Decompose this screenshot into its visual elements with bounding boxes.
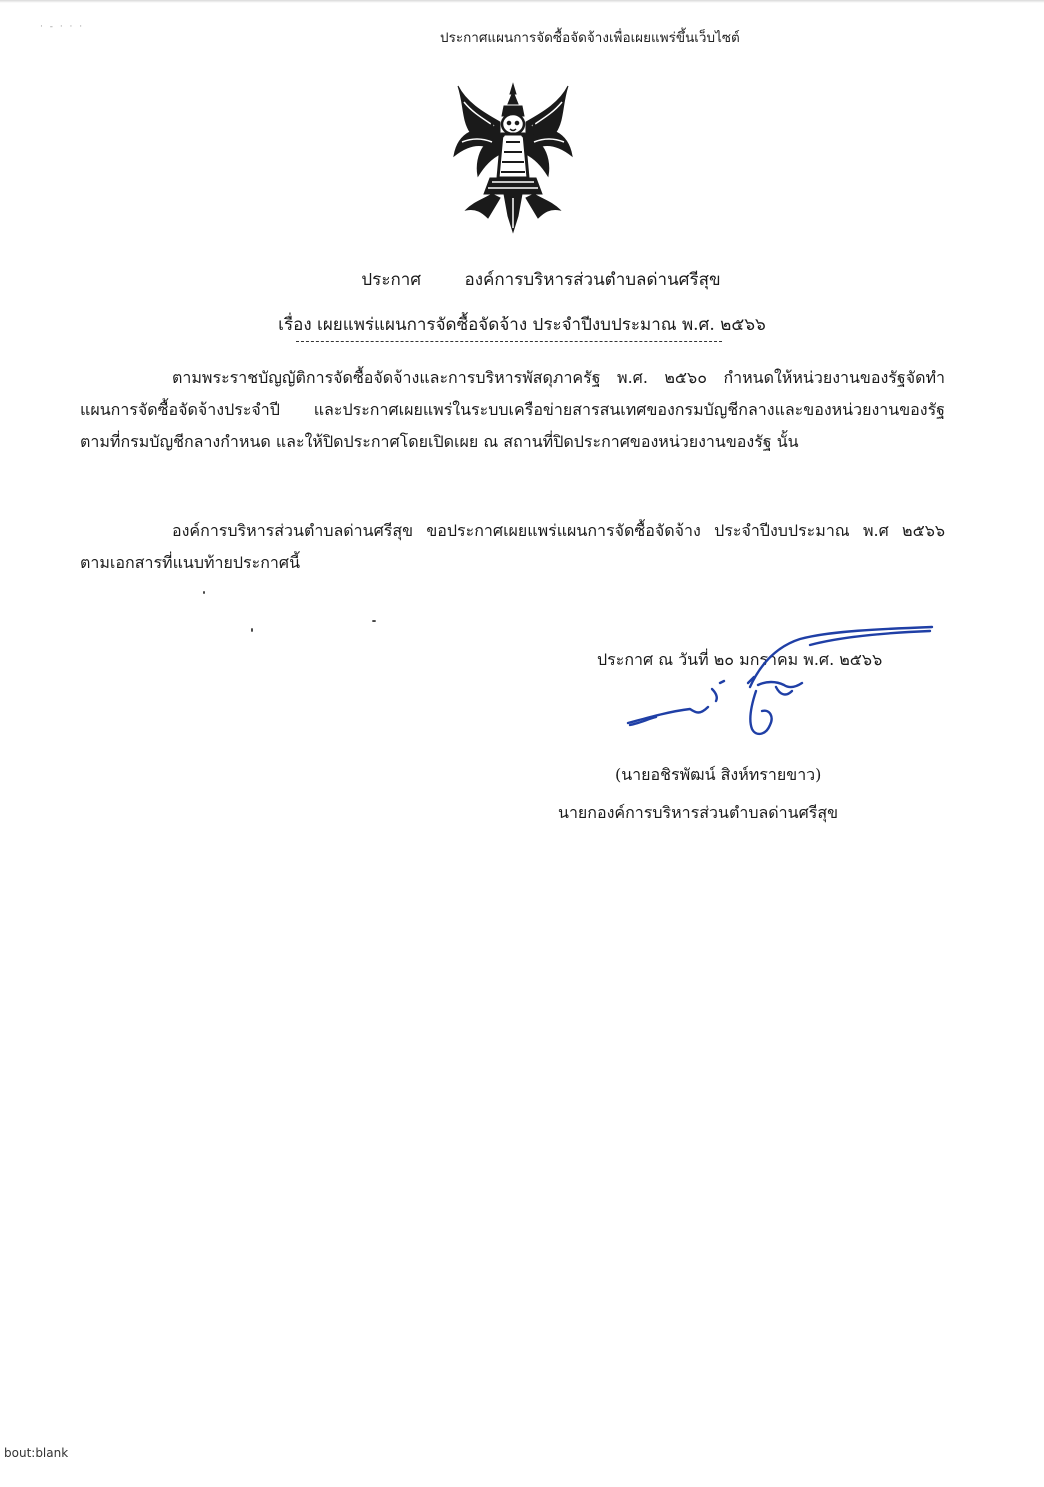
title-prefix: ประกาศ [361, 270, 422, 290]
footer-url: bout:blank [4, 1446, 69, 1460]
title-divider [296, 341, 722, 342]
body-paragraph-2 [80, 515, 945, 579]
handwritten-signature-icon [600, 625, 940, 750]
announcement-date: ประกาศ ณ วันที่ ๒๐ มกราคม พ.ศ. ๒๕๖๖ [597, 650, 883, 669]
scan-speck [251, 628, 253, 632]
header-note: ประกาศแผนการจัดซื้อจัดจ้างเพื่อเผยแพร่ขึ้นเว็บไซต์ [440, 30, 740, 46]
announcement-subject: เรื่อง เผยแพร่แผนการจัดซื้อจัดจ้าง ประจำปีงบประมาณ พ.ศ. ๒๕๖๖ [278, 315, 766, 335]
paragraph-1-text: ตามพระราชบัญญัติการจัดซื้อจัดจ้างและการบริหารพัสดุภาครัฐ พ.ศ. ๒๕๖๐ กำหนดให้หน่วยงานของรัฐจัดทำแผนการจัดซื้อจัดจ้างประจำปี และประกาศเผยแพร่ในระบบเครือข่ายสารสนเทศของกรมบัญชีกลางและของหน่วยงานของรัฐตามที่กรมบัญชีกลางกำหนด และให้ปิดประกาศโดยเปิดเผย ณ สถานที่ปิดประกาศของหน่วยงานของรัฐ นั้น [80, 368, 945, 451]
scan-marks: · - · · · [40, 22, 85, 32]
paragraph-2-text: องค์การบริหารส่วนตำบลด่านศรีสุข ขอประกาศเผยแพร่แผนการจัดซื้อจัดจ้าง ประจำปีงบประมาณ พ.ศ ๒๕๖๖ ตามเอกสารที่แนบท้ายประกาศนี้ [80, 521, 945, 572]
announcement-title [0, 266, 1044, 293]
scan-speck [372, 620, 376, 622]
title-organization: องค์การบริหารส่วนตำบลด่านศรีสุข [464, 270, 721, 290]
scan-speck [203, 591, 205, 594]
signer-position: นายกองค์การบริหารส่วนตำบลด่านศรีสุข [558, 803, 839, 822]
scan-top-edge [0, 0, 1044, 3]
garuda-emblem-icon [452, 82, 574, 234]
signer-name: (นายอชิรพัฒน์ สิงห์ทรายขาว) [615, 765, 822, 784]
body-paragraph-1 [80, 362, 945, 458]
